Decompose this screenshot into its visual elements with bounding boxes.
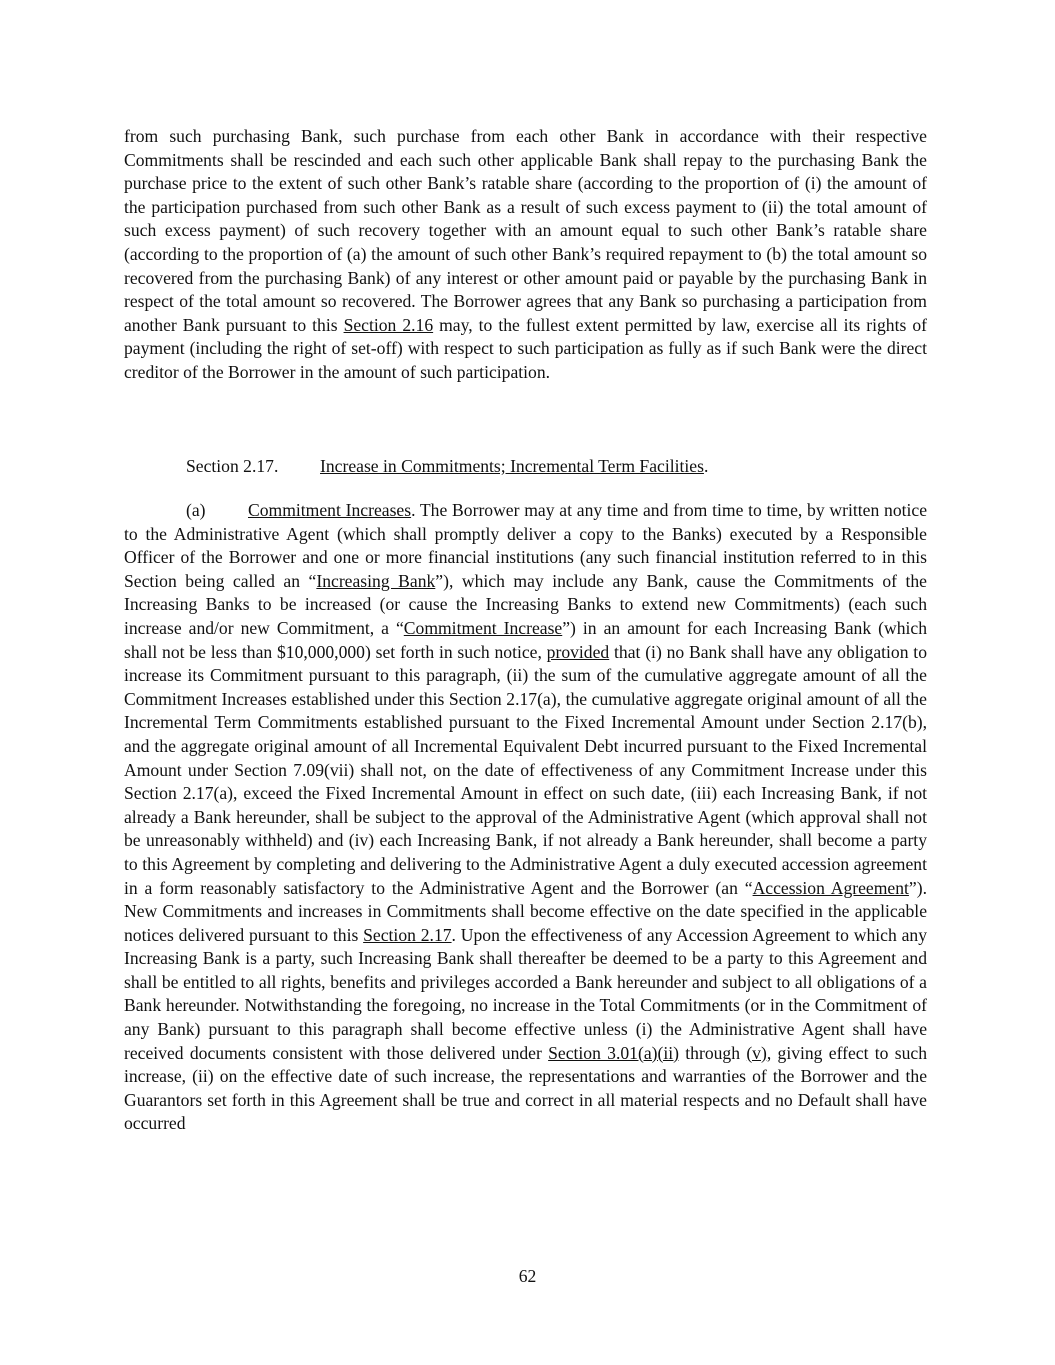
section-reference: Section 2.16	[343, 314, 434, 335]
defined-term: Accession Agreement	[752, 877, 909, 898]
paragraph-text: ”) in an amount for each Increasing Bank (which shall not be less than $10,000,000) set forth in such notice,	[124, 617, 928, 662]
section-heading	[186, 455, 708, 479]
paragraph-text: ”), which may include any Bank, cause the Commitments of the Increasing Banks to be increased (or cause the Increasing Banks to extend new Commitments) (each such increase and/or new Commitment, a “	[124, 570, 927, 638]
defined-term: provided	[546, 641, 610, 662]
paragraph-text: . The Borrower may at any time and from time to time, by written notice to the Administrative Agent (which shall promptly deliver a copy to the Banks) executed by a Responsible Officer of the Borrower and one or more financial institutions (any such financial institution referred to in this Section being called an “	[124, 500, 928, 591]
defined-term: Increasing Bank	[316, 570, 436, 591]
section-reference: Section 3.01(a)(ii)	[548, 1042, 679, 1063]
page-number: 62	[518, 1266, 537, 1286]
paragraph-text: , giving effect to such increase, (ii) on the effective date of such increase, the representations and warranties of the Borrower and the Guarantors set forth in this Agreement shall be true and correct in all material respects and no Default shall have occurred	[124, 1042, 927, 1134]
paragraph-label: (a)	[186, 500, 206, 520]
section-reference: Section 2.17	[363, 924, 452, 945]
section-number: Section 2.17.	[186, 456, 279, 476]
paragraph-continuation	[124, 125, 927, 385]
paragraph-text: from such purchasing Bank, such purchase from each other Bank in accordance with their respective Commitments shall be rescinded and each such other applicable Bank shall repay to the purchasing Bank the purchase price to the extent of such other Bank’s ratable share (according to the proportion of (i) the amount of the participation purchased from such other Bank as a result of such excess payment to (ii) the total amount of such excess payment) of such recovery together with an amount equal to such other Bank’s ratable share (according to the proportion of (a) the amount of such other Bank’s required repayment to (b) the total amount so recovered from the purchasing Bank) of any interest or other amount paid or payable by the purchasing Bank in respect of the total amount so recovered. The Borrower agrees that any Bank so purchasing a participation from another Bank pursuant to this	[124, 126, 927, 335]
paragraph-text: that (i) no Bank shall have any obligation to increase its Commitment pursuant to this paragraph, (ii) the sum of the cumulative aggregate amount of all the Commitment Increases established under this Section 2.17(a), the cumulative aggregate original amount of all the Incremental Term Commitments established pursuant to the Fixed Incremental Amount under Section 2.17(b), and the aggregate original amount of all Incremental Equivalent Debt incurred pursuant to the Fixed Incremental Amount under Section 7.09(vii) shall not, on the date of effectiveness of any Commitment Increase under this Section 2.17(a), exceed the Fixed Incremental Amount in effect on such date, (iii) each Increasing Bank, if not already a Bank hereunder, shall be subject to the approval of the Administrative Agent (which approval shall not be unreasonably withheld) and (iv) each Increasing Bank, if not already a Bank hereunder, shall become a party to this Agreement by completing and delivering to the Administrative Agent a duly executed accession agreement in a form reasonably satisfactory to the Administrative Agent and the Borrower (an “	[124, 641, 927, 898]
section-title: Increase in Commitments; Incremental Term Facilities	[320, 456, 704, 476]
section-reference: (v)	[746, 1042, 767, 1063]
paragraph-text: through	[679, 1042, 747, 1063]
defined-term: Commitment Increase	[403, 617, 563, 638]
paragraph-text: ”). New Commitments and increases in Commitments shall become effective on the date specified in the applicable notices delivered pursuant to this	[124, 877, 927, 945]
paragraph-text: may, to the fullest extent permitted by law, exercise all its rights of payment (including the right of set-off) with respect to such participation as fully as if such Bank were the direct creditor of the Borrower in the amount of such participation.	[124, 314, 927, 382]
paragraph-text: . Upon the effectiveness of any Accession Agreement to which any Increasing Bank is a party, such Increasing Bank shall thereafter be deemed to be a party to this Agreement and shall be entitled to all rights, benefits and privileges accorded a Bank hereunder and subject to all obligations of a Bank hereunder. Notwithstanding the foregoing, no increase in the Total Commitments (or in the Commitment of any Bank) pursuant to this paragraph shall become effective unless (i) the Administrative Agent shall have received documents consistent with those delivered under	[124, 924, 928, 1063]
section-title-period: .	[703, 456, 709, 476]
paragraph-subtitle: Commitment Increases	[248, 500, 412, 520]
paragraph-commitment-increases	[124, 499, 927, 1136]
